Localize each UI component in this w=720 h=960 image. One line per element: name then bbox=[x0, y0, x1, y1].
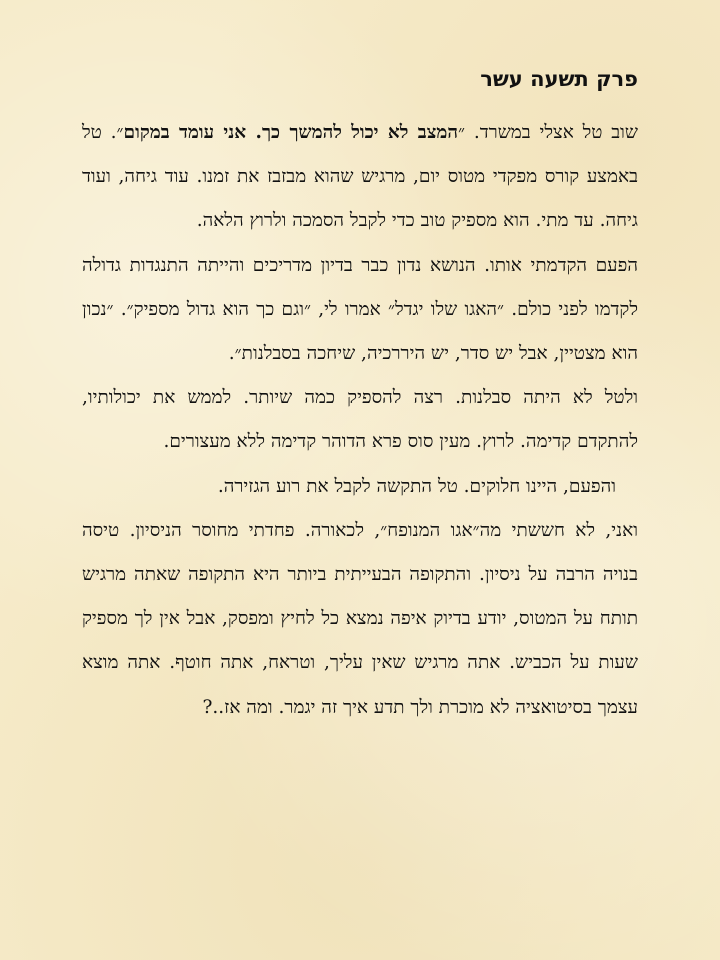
chapter-title: פרק תשעה עשר bbox=[480, 67, 638, 91]
paragraph-1 bbox=[82, 111, 638, 244]
paragraph-1-lead: שוב טל אצלי במשרד. ״ bbox=[458, 122, 638, 143]
paragraph-2: הפעם הקדמתי אותו. הנושא נדון כבר בדיון מדריכים והייתה התנגדות גדולה לקדמו לפני כולם. ״האגו שלו יגדל״ אמרו לי, ״וגם כך הוא גדול מספיק״. ״נכון הוא מצטיין, אבל יש סדר, יש היררכיה, שיחכה בסבלנות״. bbox=[82, 254, 638, 365]
paragraph-5: ואני, לא חששתי מה״אגו המנופח״, לכאורה. פחדתי מחוסר הניסיון. טיסה בנויה הרבה על ניסיון. והתקופה הבעייתית ביותר היא התקופה שאתה מרגיש תותח על המטוס, יודע בדיוק איפה נמצא כל לחיץ ומפסק, אבל אין לך מספיק שעות על הכביש. אתה מרגיש שאין עליך, וטראח, אתה חוטף. אתה מוצא עצמך בסיטואציה לא מוכרת ולך תדע איך זה יגמר. ומה אז..? bbox=[82, 519, 638, 718]
paragraph-1-rest: ״. טל באמצע קורס מפקדי מטוס יום, מרגיש שהוא מבזבז את זמנו. עוד גיחה, ועוד גיחה. עד מתי. הוא מספיק טוב כדי לקבל הסמכה ולרוץ הלאה. bbox=[82, 122, 638, 232]
paragraph-1-bold-quote: המצב לא יכול להמשך כך. אני עומד במקום bbox=[123, 122, 459, 143]
paragraph-4: והפעם, היינו חלוקים. טל התקשה לקבל את רוע הגזירה. bbox=[217, 475, 616, 497]
paragraph-3: ולטל לא היתה סבלנות. רצה להספיק כמה שיותר. לממש את יכולותיו, להתקדם קדימה. לרוץ. מעין סוס פרא הדוהר קדימה ללא מעצורים. bbox=[82, 387, 638, 453]
